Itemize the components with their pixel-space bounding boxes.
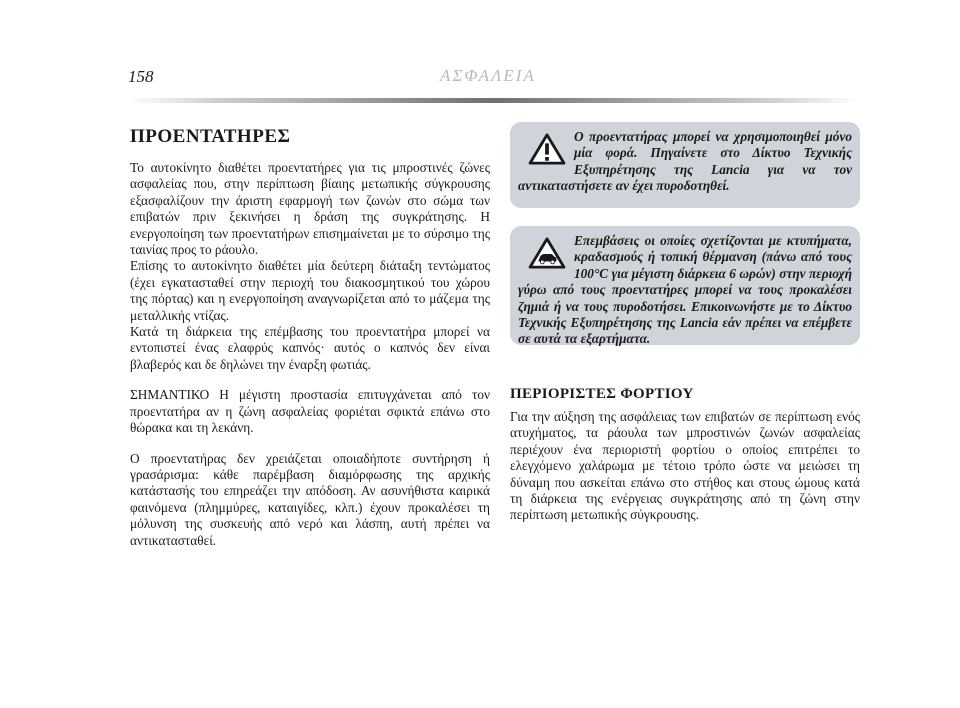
warning-text: Επεμβάσεις οι οποίες σχετίζονται με κτυπήματα, κραδασμούς ή τοπική θέρμανση (πάνω από τους 100°C για μέγιστη διάρκεια 6 ωρών) στην περιοχή γύρω από τους προεντατήρες μπορεί να τους προκαλέσει ζημιά ή να τους πυροδοτήσει. Επικοινωνήστε με το Δίκτυο Τεχνικής Εξυπηρέτησης της Lancia εάν πρέπει να επέμβετε σε αυτά τα εξαρτήματα. (518, 233, 852, 347)
warning-car-icon (528, 237, 566, 269)
spacer (130, 437, 490, 451)
paragraph: Το αυτοκίνητο διαθέτει προεντατήρες για τις μπροστινές ζώνες ασφαλείας που, στην περίπτωση βίαιης μετωπικής σύγκρουσης εξασφαλίζουν την άριστη εφαρμογή των ζωνών στο σώμα των επιβατών πριν ξεκινήσει η δράση της συγκράτησης. Η ενεργοποίηση των προεντατήρων επισημαίνεται με το σύρσιμο της ταινίας προς το ράουλο. (130, 160, 490, 258)
warning-triangle-icon (528, 133, 566, 165)
left-column (130, 126, 490, 549)
warning-box (510, 226, 860, 345)
header-rule (128, 98, 858, 103)
paragraph: Ο προεντατήρας δεν χρειάζεται οποιαδήποτε συντήρηση ή γρασάρισμα: κάθε παρέμβαση διαμόρφωσης της αρχικής κατάστασής του επηρεάζει την απόδοση. Αν ασυνήθιστα καιρικά φαινόμενα (πλημμύρες, καταιγίδες, κλπ.) έχουν προκαλέσει τη μόλυνση της συσκευής από νερό και λάσπη, αυτή πρέπει να αντικατασταθεί. (130, 450, 490, 548)
paragraph-important: ΣΗΜΑΝΤΙΚΟ Η μέγιστη προστασία επιτυγχάνεται από τον προεντατήρα αν η ζώνη ασφαλείας φοριέται σφικτά επάνω στο θώρακα και τη λεκάνη. (130, 387, 490, 436)
spacer (130, 373, 490, 387)
paragraph: Για την αύξηση της ασφάλειας των επιβατών σε περίπτωση ενός ατυχήματος, τα ράουλα των μπροστινών ζωνών ασφαλείας περιέχουν ένα περιοριστή φορτίου ο οποίος επιτρέπει το ελεγχόμενο χαλάρωμα με τέτοιο τρόπο ώστε να μειώσει τη δύναμη που ασκείται επάνω στο στήθος και στους ώμους κατά τη διάρκεια της ενέργειας συγκράτησης από τη ζώνη στην περίπτωση μετωπικής σύγκρουσης. (510, 409, 860, 523)
load-limiters-section (510, 386, 860, 524)
section-title-pretensioners: ΠΡΟΕΝΤΑΤΗΡΕΣ (130, 126, 291, 147)
running-head: ΑΣΦΑΛΕΙΑ (440, 66, 536, 85)
paragraph: Επίσης το αυτοκίνητο διαθέτει μία δεύτερη διάταξη τεντώματος (έχει εγκατασταθεί στην περιοχή του διακοσμητικού του χώρου της πόρτας) και η ενεργοποίηση αναγνωρίζεται από το μάζεμα της μεταλλικής ντίζας. (130, 258, 490, 323)
section-title-load-limiters: ΠΕΡΙΟΡΙΣΤΕΣ ΦΟΡΤΙΟΥ (510, 386, 694, 402)
warning-text: Ο προεντατήρας μπορεί να χρησιμοποιηθεί μόνο μία φορά. Πηγαίνετε στο Δίκτυο Τεχνικής Εξυπηρέτησης της Lancia για να τον αντικαταστήσετε αν έχει πυροδοτηθεί. (518, 129, 852, 194)
paragraph: Κατά τη διάρκεια της επέμβασης του προεντατήρα μπορεί να εντοπιστεί ένας ελαφρύς καπνός· αυτός ο καπνός δεν είναι βλαβερός και δε δηλώνει την έναρξη φωτιάς. (130, 324, 490, 372)
warning-box (510, 122, 860, 208)
page-number: 158 (128, 67, 154, 86)
right-column (510, 122, 860, 345)
